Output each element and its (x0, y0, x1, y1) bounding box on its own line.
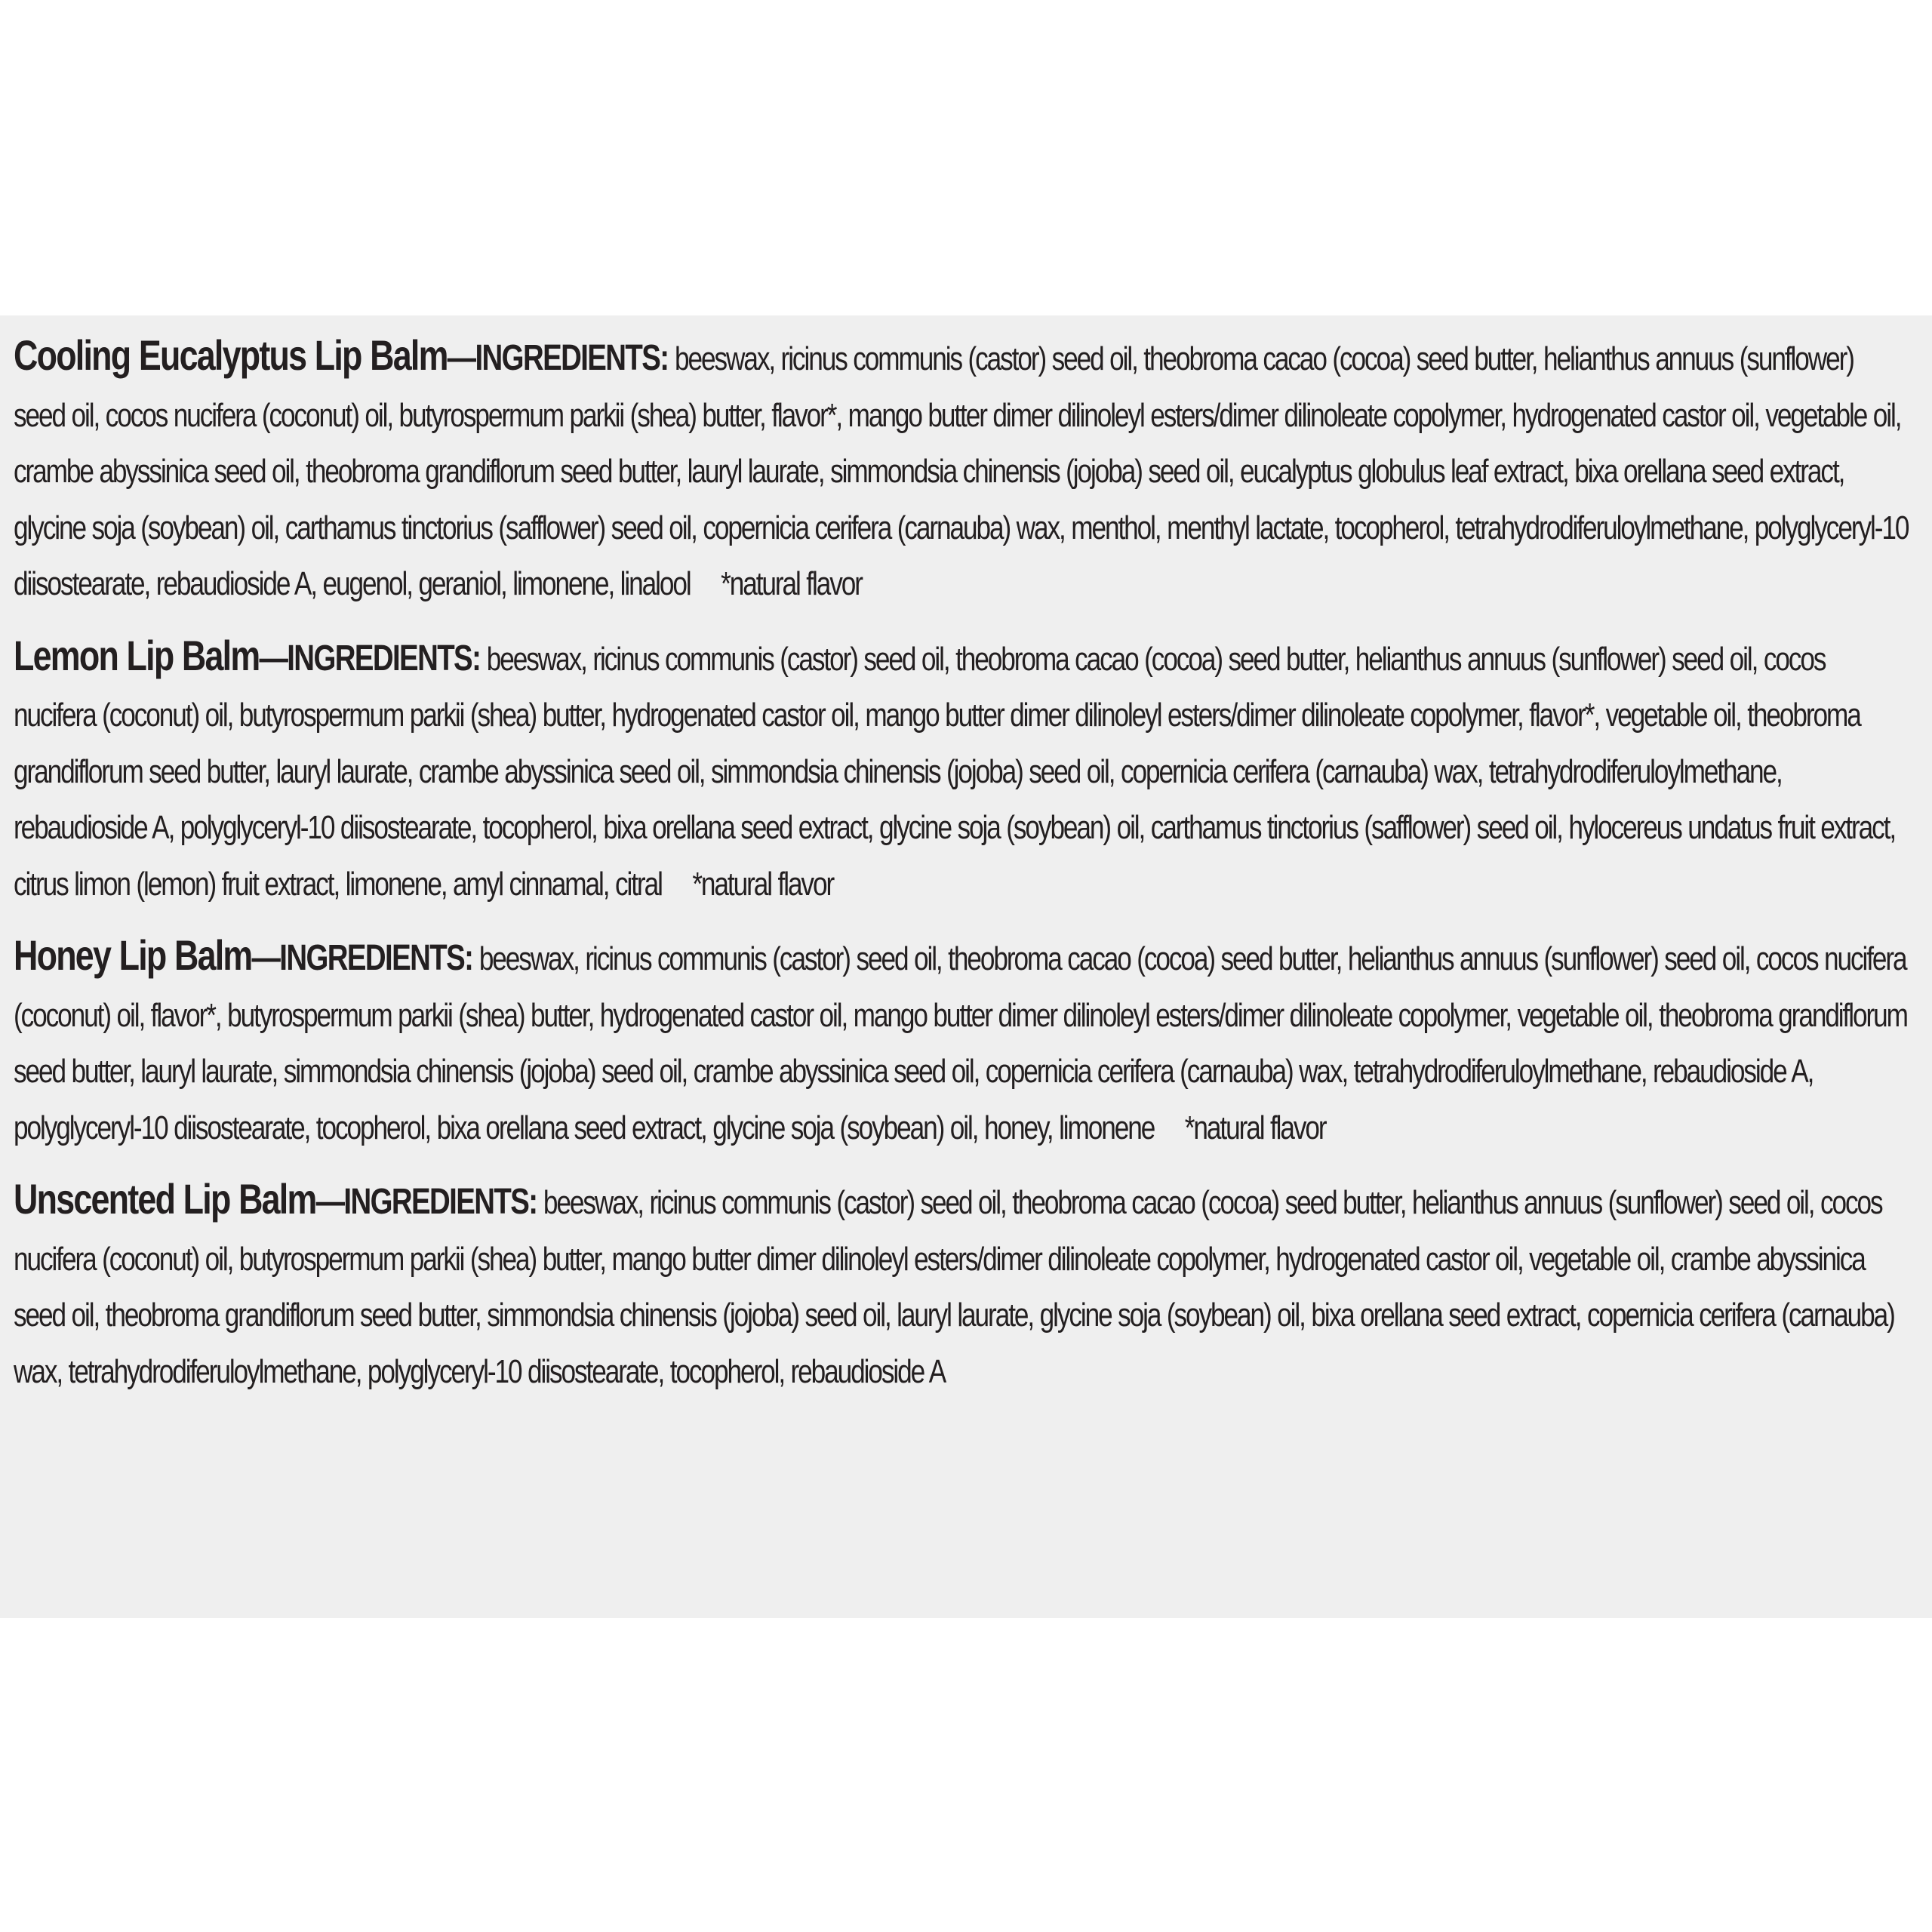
em-dash: — (251, 938, 280, 978)
product-name: Unscented Lip Balm (14, 1175, 316, 1223)
ingredient-entry-honey (14, 928, 1909, 1156)
ingredients-list: beeswax, ricinus communis (castor) seed oil, theobroma cacao (cocoa) seed butter, helianthus annuus (sunflower) seed oil, cocos nucifera (coconut) oil, butyrospermum parkii (shea) butter, mango butter dimer dilinoleyl esters/dimer dilinoleate copolymer, hydrogenated castor oil, vegetable oil, crambe abyssinica seed oil, theobroma grandiflorum seed butter, simmondsia chinensis (jojoba) seed oil, lauryl laurate, glycine soja (soybean) oil, bixa orellana seed extract, copernicia cerifera (carnauba) wax, tetrahydrodiferuloylmethane, polyglyceryl-10 diisostearate, tocopherol, rebaudioside A (14, 1184, 1894, 1390)
product-name: Honey Lip Balm (14, 931, 252, 979)
ingredients-label: INGREDIENTS: (287, 638, 481, 678)
ingredient-entry-lemon (14, 628, 1909, 913)
em-dash: — (315, 1182, 344, 1222)
footnote: *natural flavor (1184, 1109, 1326, 1146)
ingredients-list: beeswax, ricinus communis (castor) seed oil, theobroma cacao (cocoa) seed butter, helianthus annuus (sunflower) seed oil, cocos nucifera (coconut) oil, butyrospermum parkii (shea) butter, hydrogenated castor oil, mango butter dimer dilinoleyl esters/dimer dilinoleate copolymer, flavor*, vegetable oil, theobroma grandiflorum seed butter, lauryl laurate, crambe abyssinica seed oil, simmondsia chinensis (jojoba) seed oil, copernicia cerifera (carnauba) wax, tetrahydrodiferuloylmethane, rebaudioside A, polyglyceryl-10 diisostearate, tocopherol, bixa orellana seed extract, glycine soja (soybean) oil, carthamus tinctorius (safflower) seed oil, hylocereus undatus fruit extract, citrus limon (lemon) fruit extract, limonene, amyl cinnamal, citral (14, 640, 1896, 903)
product-name: Lemon Lip Balm (14, 631, 260, 679)
ingredient-entry-cooling-eucalyptus (14, 328, 1909, 613)
product-name: Cooling Eucalyptus Lip Balm (14, 331, 448, 379)
ingredients-list: beeswax, ricinus communis (castor) seed oil, theobroma cacao (cocoa) seed butter, helianthus annuus (sunflower) seed oil, cocos nucifera (coconut) oil, butyrospermum parkii (shea) butter, flavor*, mango butter dimer dilinoleyl esters/dimer dilinoleate copolymer, hydrogenated castor oil, vegetable oil, crambe abyssinica seed oil, theobroma grandiflorum seed butter, lauryl laurate, simmondsia chinensis (jojoba) seed oil, eucalyptus globulus leaf extract, bixa orellana seed extract, glycine soja (soybean) oil, carthamus tinctorius (safflower) seed oil, copernicia cerifera (carnauba) wax, menthol, menthyl lactate, tocopherol, tetrahydrodiferuloylmethane, polyglyceryl-10 diisostearate, rebaudioside A, eugenol, geraniol, limonene, linalool (14, 340, 1909, 602)
footnote: *natural flavor (692, 865, 834, 903)
em-dash: — (447, 338, 475, 378)
ingredients-list: beeswax, ricinus communis (castor) seed oil, theobroma cacao (cocoa) seed butter, helianthus annuus (sunflower) seed oil, cocos nucifera (coconut) oil, flavor*, butyrospermum parkii (shea) butter, hydrogenated castor oil, mango butter dimer dilinoleyl esters/dimer dilinoleate copolymer, vegetable oil, theobroma grandiflorum seed butter, lauryl laurate, simmondsia chinensis (jojoba) seed oil, crambe abyssinica seed oil, copernicia cerifera (carnauba) wax, tetrahydrodiferuloylmethane, rebaudioside A, polyglyceryl-10 diisostearate, tocopherol, bixa orellana seed extract, glycine soja (soybean) oil, honey, limonene (14, 940, 1907, 1146)
ingredients-label: INGREDIENTS: (279, 938, 473, 978)
ingredients-panel (0, 315, 1932, 1618)
ingredients-label: INGREDIENTS: (343, 1182, 537, 1222)
footnote: *natural flavor (721, 565, 862, 602)
em-dash: — (259, 638, 288, 678)
ingredients-label: INGREDIENTS: (475, 338, 669, 378)
ingredient-entry-unscented (14, 1171, 1909, 1400)
